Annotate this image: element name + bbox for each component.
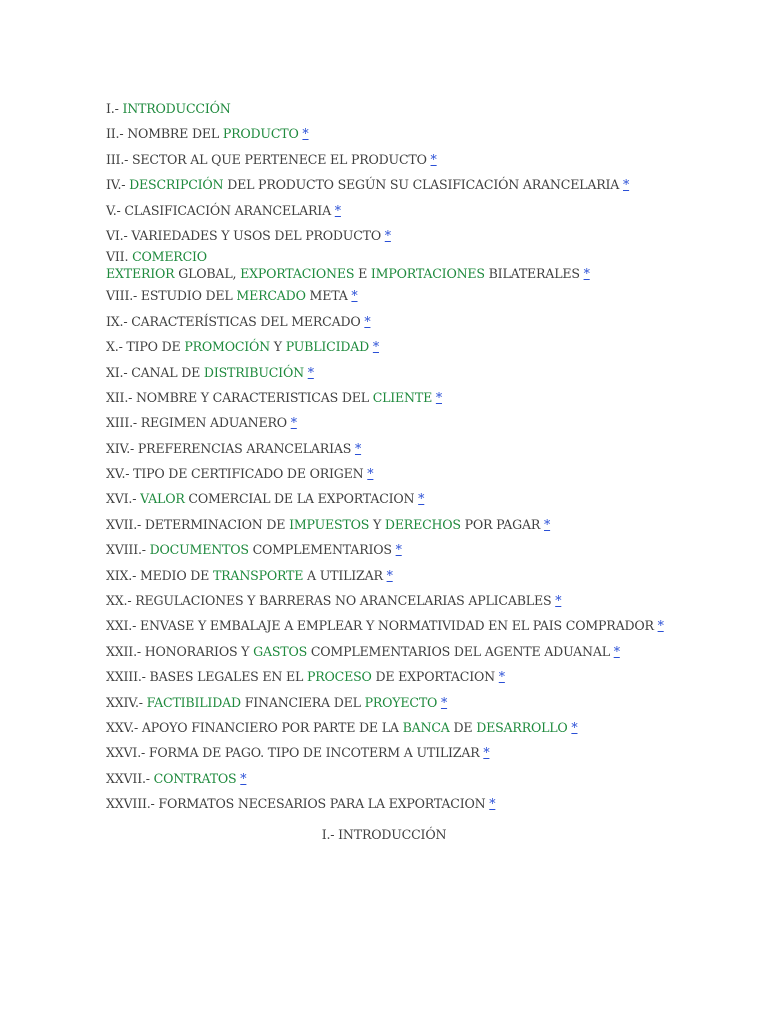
toc-star-link[interactable]: * bbox=[290, 415, 297, 431]
keyword-link[interactable]: EXPORTACIONES bbox=[240, 265, 355, 281]
toc-star-link[interactable]: * bbox=[395, 542, 402, 558]
toc-star-link[interactable]: * bbox=[386, 567, 393, 583]
toc-star-link[interactable]: * bbox=[657, 618, 664, 634]
keyword-link[interactable]: GASTOS bbox=[253, 643, 308, 659]
toc-star-link[interactable]: * bbox=[440, 694, 448, 710]
keyword-link[interactable]: DISTRIBUCIÓN bbox=[203, 364, 304, 380]
keyword-link[interactable]: PROCESO bbox=[307, 669, 372, 685]
toc-entry bbox=[106, 121, 756, 146]
keyword-link[interactable]: IMPORTACIONES bbox=[370, 265, 485, 281]
toc-entry-text: XXIII.- BASES LEGALES EN EL bbox=[106, 669, 307, 685]
toc-entry-text: XXIV.- bbox=[106, 694, 147, 710]
toc-entry-text: XIX.- MEDIO DE bbox=[106, 567, 213, 583]
keyword-link[interactable]: DESARROLLO bbox=[476, 719, 568, 735]
keyword-link[interactable]: COMERCIO bbox=[132, 249, 207, 265]
toc-entry-text: META bbox=[305, 288, 352, 304]
toc-entry bbox=[106, 385, 756, 410]
toc-entry bbox=[106, 360, 756, 385]
toc-entry-text: A UTILIZAR bbox=[303, 567, 387, 583]
toc-entry-text: XXVIII.- FORMATOS NECESARIOS PARA LA EXPORTACION bbox=[106, 796, 490, 812]
toc-entry-text: V.- CLASIFICACIÓN ARANCELARIA bbox=[106, 202, 335, 218]
toc-star-link[interactable]: * bbox=[354, 440, 362, 456]
keyword-link[interactable]: BANCA bbox=[402, 719, 450, 735]
toc-star-link[interactable]: * bbox=[613, 643, 620, 659]
toc-entry bbox=[106, 766, 756, 791]
toc-entry bbox=[106, 248, 756, 283]
toc-entry bbox=[106, 639, 756, 664]
keyword-link[interactable]: CLIENTE bbox=[372, 389, 433, 405]
toc-entry-text: BILATERALES bbox=[484, 265, 584, 281]
toc-star-link[interactable]: * bbox=[583, 265, 590, 281]
toc-entry-text: POR PAGAR bbox=[460, 516, 544, 532]
toc-entry bbox=[106, 198, 756, 223]
toc-entry-text: IV.- bbox=[106, 177, 130, 193]
toc-entry bbox=[106, 791, 756, 816]
toc-entry-text: VII. bbox=[106, 249, 133, 265]
toc-entry-text: XX.- REGULACIONES Y BARRERAS NO ARANCELARIAS APLICABLES bbox=[106, 593, 556, 609]
toc-entry-text: II.- NOMBRE DEL bbox=[106, 126, 223, 142]
toc-entry bbox=[106, 690, 756, 715]
toc-star-link[interactable]: * bbox=[435, 389, 442, 405]
toc-entry bbox=[106, 334, 756, 359]
toc-entry bbox=[106, 461, 756, 486]
toc-star-link[interactable]: * bbox=[351, 288, 358, 304]
toc-entry bbox=[106, 410, 756, 435]
toc-entry-text: I.- bbox=[106, 101, 123, 116]
toc-entry-text: XVII.- DETERMINACION DE bbox=[106, 516, 290, 532]
toc-star-link[interactable]: * bbox=[302, 126, 309, 142]
toc-entry-text: X.- TIPO DE bbox=[106, 339, 185, 355]
toc-entry-text: DEL PRODUCTO SEGÚN SU CLASIFICACIÓN ARANCELARIA bbox=[223, 177, 623, 193]
keyword-link[interactable]: PRODUCTO bbox=[222, 126, 299, 142]
toc-entry-text: FINANCIERA DEL bbox=[240, 694, 365, 710]
toc-star-link[interactable]: * bbox=[555, 593, 562, 609]
toc-entry-text: Y bbox=[369, 516, 385, 532]
keyword-link[interactable]: CONTRATOS bbox=[153, 770, 237, 786]
toc-entry bbox=[106, 664, 756, 689]
toc-star-link[interactable]: * bbox=[483, 745, 490, 761]
toc-star-link[interactable]: * bbox=[334, 202, 341, 218]
toc-entry bbox=[106, 740, 756, 765]
table-of-contents bbox=[106, 96, 756, 817]
toc-entry-text: XII.- NOMBRE Y CARACTERISTICAS DEL bbox=[106, 389, 373, 405]
toc-entry bbox=[106, 172, 756, 197]
toc-entry-text: XXVI.- FORMA DE PAGO. TIPO DE INCOTERM A UTILIZAR bbox=[106, 745, 484, 761]
toc-star-link[interactable]: * bbox=[498, 669, 505, 685]
toc-entry bbox=[106, 613, 756, 638]
toc-entry-text: VI.- VARIEDADES Y USOS DEL PRODUCTO bbox=[106, 227, 385, 243]
toc-entry bbox=[106, 512, 756, 537]
toc-star-link[interactable]: * bbox=[384, 227, 391, 243]
keyword-link[interactable]: VALOR bbox=[140, 491, 185, 507]
keyword-link[interactable]: DOCUMENTOS bbox=[149, 542, 249, 558]
toc-entry-text: XV.- TIPO DE CERTIFICADO DE ORIGEN bbox=[106, 466, 368, 482]
keyword-link[interactable]: PROMOCIÓN bbox=[184, 339, 270, 355]
section-heading-text: I.- INTRODUCCIÓN bbox=[321, 827, 447, 842]
toc-entry-text: Y bbox=[269, 339, 286, 355]
toc-entry bbox=[106, 309, 756, 334]
toc-star-link[interactable]: * bbox=[307, 364, 314, 380]
toc-entry-text: COMPLEMENTARIOS DEL AGENTE ADUANAL bbox=[307, 643, 614, 659]
toc-entry-text: XIV.- PREFERENCIAS ARANCELARIAS bbox=[106, 440, 355, 456]
toc-entry bbox=[106, 715, 756, 740]
toc-entry bbox=[106, 588, 756, 613]
toc-entry bbox=[106, 563, 756, 588]
toc-star-link[interactable]: * bbox=[240, 770, 247, 786]
toc-star-link[interactable]: * bbox=[623, 177, 630, 193]
keyword-link[interactable]: MERCADO bbox=[236, 288, 306, 304]
keyword-link[interactable]: INTRODUCCIÓN bbox=[122, 101, 231, 116]
keyword-link[interactable]: FACTIBILIDAD bbox=[146, 694, 241, 710]
toc-entry-text: XVIII.- bbox=[106, 542, 150, 558]
toc-star-link[interactable]: * bbox=[364, 313, 371, 329]
toc-entry-text: XVI.- bbox=[106, 491, 141, 507]
toc-star-link[interactable]: * bbox=[489, 796, 496, 812]
keyword-link[interactable]: EXTERIOR bbox=[106, 265, 175, 281]
toc-star-link[interactable]: * bbox=[372, 339, 379, 355]
toc-entry-text: COMPLEMENTARIOS bbox=[248, 542, 396, 558]
keyword-link[interactable]: PUBLICIDAD bbox=[285, 339, 370, 355]
keyword-link[interactable]: IMPUESTOS bbox=[289, 516, 370, 532]
toc-entry bbox=[106, 96, 756, 121]
toc-entry-text: COMERCIAL DE LA EXPORTACION bbox=[184, 491, 419, 507]
toc-star-link[interactable]: * bbox=[544, 516, 551, 532]
toc-entry-text: XXV.- APOYO FINANCIERO POR PARTE DE LA bbox=[106, 719, 403, 735]
toc-entry bbox=[106, 147, 756, 172]
toc-entry bbox=[106, 223, 756, 248]
toc-star-link[interactable]: * bbox=[418, 491, 425, 507]
toc-entry-text: DE bbox=[449, 719, 477, 735]
keyword-link[interactable]: TRANSPORTE bbox=[212, 567, 304, 583]
toc-entry-text: IX.- CARACTERÍSTICAS DEL MERCADO bbox=[106, 313, 365, 329]
toc-entry-text: VIII.- ESTUDIO DEL bbox=[106, 288, 237, 304]
toc-star-link[interactable]: * bbox=[430, 151, 437, 167]
toc-entry-text: XXI.- ENVASE Y EMBALAJE A EMPLEAR Y NORMATIVIDAD EN EL PAIS COMPRADOR bbox=[106, 618, 658, 634]
keyword-link[interactable]: DESCRIPCIÓN bbox=[129, 177, 224, 193]
toc-entry-text: XIII.- REGIMEN ADUANERO bbox=[106, 415, 291, 431]
toc-entry-text: DE EXPORTACION bbox=[371, 669, 499, 685]
toc-entry-text: XI.- CANAL DE bbox=[106, 364, 204, 380]
toc-star-link[interactable]: * bbox=[367, 466, 374, 482]
keyword-link[interactable]: DERECHOS bbox=[384, 516, 461, 532]
keyword-link[interactable]: PROYECTO bbox=[364, 694, 438, 710]
toc-entry bbox=[106, 486, 756, 511]
toc-entry bbox=[106, 436, 756, 461]
toc-entry bbox=[106, 283, 756, 308]
section-heading bbox=[0, 822, 768, 847]
toc-star-link[interactable]: * bbox=[571, 719, 578, 735]
toc-entry bbox=[106, 537, 756, 562]
toc-entry-text: XXVII.- bbox=[106, 770, 154, 786]
toc-entry-text: E bbox=[354, 265, 371, 281]
toc-entry-text: XXII.- HONORARIOS Y bbox=[106, 643, 254, 659]
toc-entry-text: III.- SECTOR AL QUE PERTENECE EL PRODUCTO bbox=[106, 151, 431, 167]
toc-entry-text: GLOBAL, bbox=[174, 265, 241, 281]
